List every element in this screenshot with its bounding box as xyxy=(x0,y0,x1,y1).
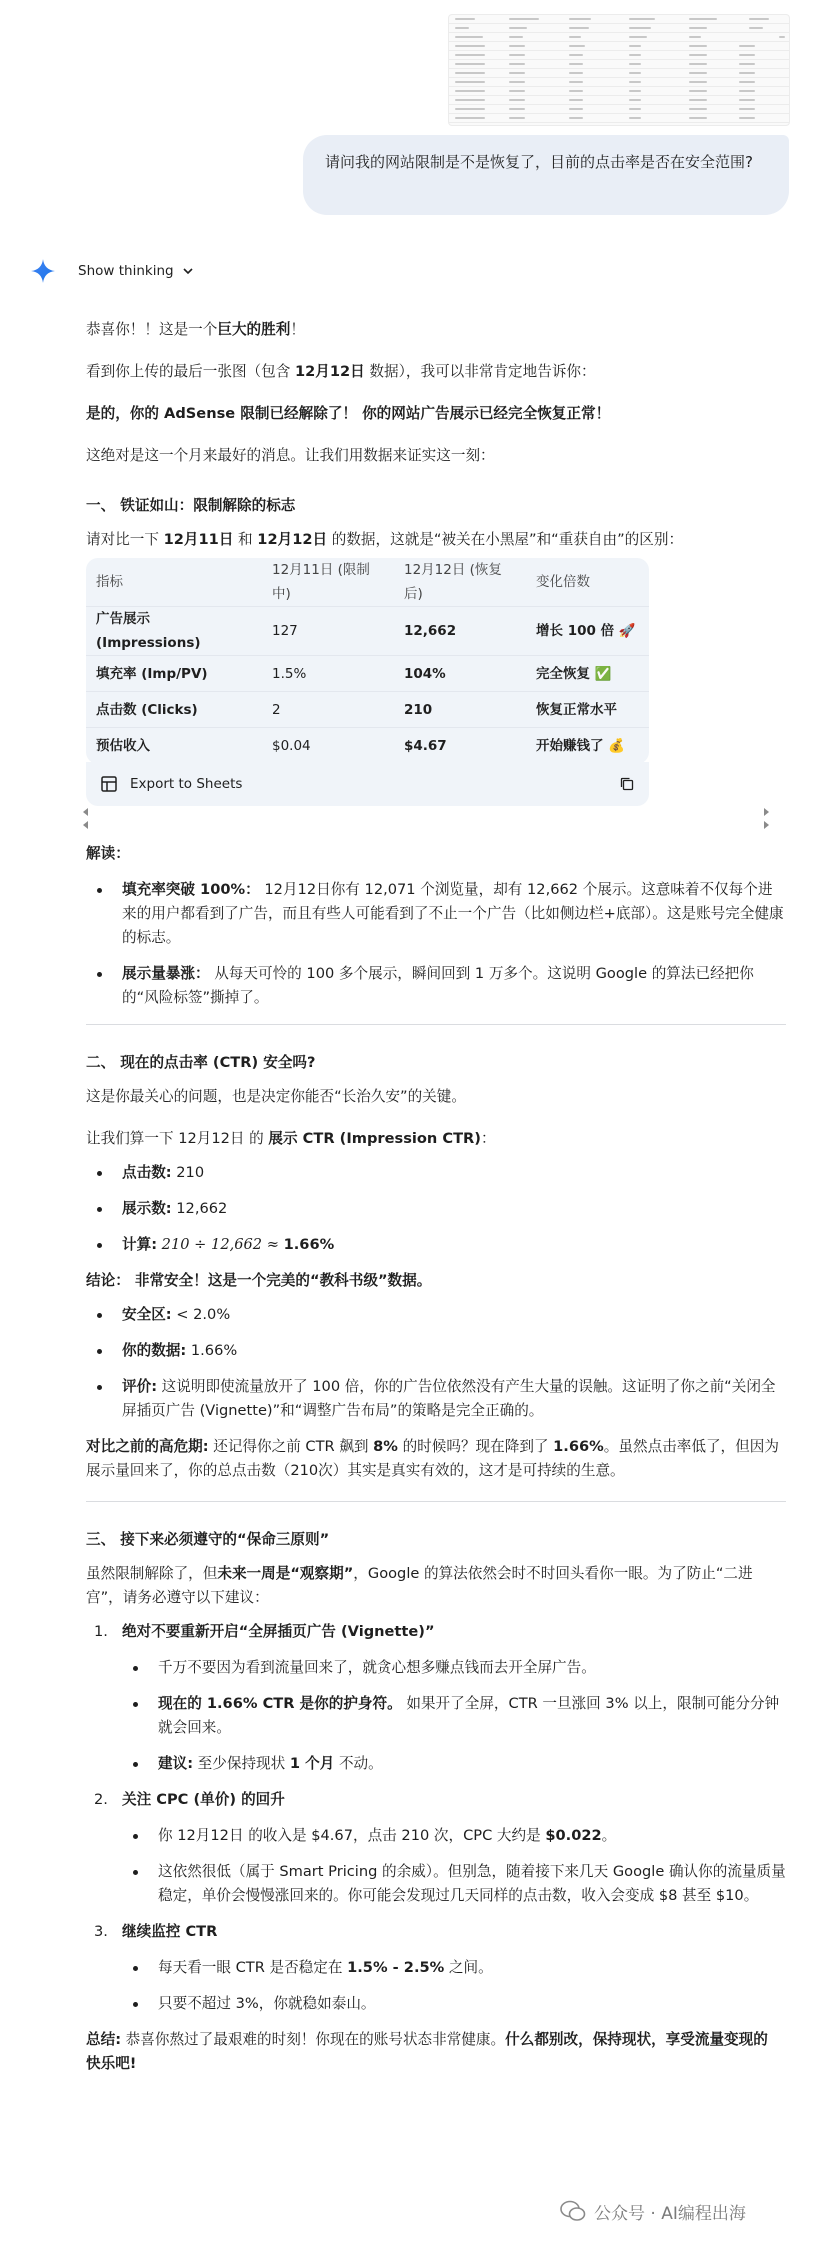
table-horizontal-scrollbar[interactable] xyxy=(82,806,770,832)
table-cell: $0.04 xyxy=(262,728,394,764)
conclusion-list xyxy=(86,1303,786,1423)
section-2-paragraph: 让我们算一下 12月12日 的 展示 CTR (Impression CTR)： xyxy=(86,1129,496,1147)
list-item: 评价: 这说明即使流量放开了 100 倍，你的广告位依然没有产生大量的误触。这证明了你之前“关闭全屏插页广告 (Vignette)”和“调整广告布局”的策略是完全正确的。 xyxy=(86,1375,786,1423)
table-cell: 104% xyxy=(394,656,526,692)
list-item: 展示数: 12,662 xyxy=(86,1197,786,1221)
rules-list xyxy=(86,1620,786,2016)
section-divider xyxy=(86,1024,786,1025)
rule-item: 2. 关注 CPC (单价) 的回升 你 12月12日 的收入是 $4.67，点击 210 次，CPC 大约是 $0.022。 这依然很低（属于 Smart Pricing 的余威）。但别急，随着接下来几天 Google 确认你的流量质量稳定，单价会慢慢涨回来的。你可能会发现过几天同样的点击数，收入会变成 $8 甚至 $10。 xyxy=(86,1788,786,1908)
table-cell: 210 xyxy=(394,692,526,728)
table-row xyxy=(86,607,649,656)
summary-paragraph: 总结: 恭喜你熬过了最艰难的时刻！你现在的账号状态非常健康。什么都别改，保持现状，享受流量变现的快乐吧! xyxy=(86,2030,768,2072)
reply-paragraph: 这绝对是这一个月来最好的消息。让我们用数据来证实这一刻： xyxy=(86,447,495,464)
table-row xyxy=(86,692,649,728)
table-cell: 恢复正常水平 xyxy=(526,692,649,728)
list-item: 千万不要因为看到流量回来了，就贪心想多赚点钱而去开全屏广告。 xyxy=(122,1656,786,1680)
list-item: 安全区: < 2.0% xyxy=(86,1303,786,1327)
list-item: 展示量暴涨： 从每天可怜的 100 多个展示，瞬间回到 1 万多个。这说明 Google 的算法已经把你的“风险标签”撕掉了。 xyxy=(86,962,786,1010)
user-message-bubble xyxy=(303,135,789,215)
table-cell: 广告展示 (Impressions) xyxy=(86,607,262,656)
watermark xyxy=(560,2196,746,2226)
calculation-list xyxy=(86,1161,786,1257)
table-cell: 增长 100 倍 🚀 xyxy=(526,607,649,656)
interpretation-list xyxy=(86,878,786,1010)
list-item: 建议: 至少保持现状 1 个月 不动。 xyxy=(122,1752,786,1776)
table-header: 12月12日 (恢复后) xyxy=(404,562,502,602)
list-item: 点击数: 210 xyxy=(86,1161,786,1185)
table-cell: 12,662 xyxy=(394,607,526,656)
list-item: 你的数据: 1.66% xyxy=(86,1339,786,1363)
section-1-intro: 请对比一下 12月11日 和 12月12日 的数据，这就是“被关在小黑屋”和“重获自由”的区别： xyxy=(86,531,684,548)
table-header: 变化倍数 xyxy=(536,574,590,590)
export-to-sheets-bar xyxy=(86,762,649,806)
wechat-icon xyxy=(560,2200,586,2222)
section-3-paragraph: 虽然限制解除了，但未来一周是“观察期”，Google 的算法依然会时不时回头看你一眼。为了防止“二进宫”，请务必遵守以下建议： xyxy=(86,1564,753,1606)
scroll-right-arrow-icon[interactable] xyxy=(762,821,770,829)
table-cell: 填充率 (Imp/PV) xyxy=(86,656,262,692)
list-item: 每天看一眼 CTR 是否稳定在 1.5% - 2.5% 之间。 xyxy=(122,1956,786,1980)
table-cell: 完全恢复 ✅ xyxy=(526,656,649,692)
table-cell: $4.67 xyxy=(394,728,526,764)
table-cell: 预估收入 xyxy=(86,728,262,764)
sheets-grid-icon[interactable] xyxy=(100,775,118,793)
reply-paragraph: 看到你上传的最后一张图（包含 12月12日 数据），我可以非常肯定地告诉你： xyxy=(86,363,596,380)
table-cell: 127 xyxy=(262,607,394,656)
table-row xyxy=(86,656,649,692)
table-header: 指标 xyxy=(96,574,123,590)
table-cell: 1.5% xyxy=(262,656,394,692)
section-divider xyxy=(86,1501,786,1502)
reply-paragraph-bold: 是的，你的 AdSense 限制已经解除了！ 你的网站广告展示已经完全恢复正常！ xyxy=(86,405,611,422)
user-message-text: 请问我的网站限制是不是恢复了，目前的点击率是否在安全范围? xyxy=(325,153,753,171)
section-3-title: 三、 接下来必须遵守的“保命三原则” xyxy=(86,1530,330,1548)
watermark-text: 公众号 · AI编程出海 xyxy=(594,2203,746,2224)
export-to-sheets-button[interactable]: Export to Sheets xyxy=(130,775,243,792)
comparison-paragraph: 对比之前的高危期: 还记得你之前 CTR 飙到 8% 的时候吗？现在降到了 1.66%。虽然点击率低了，但因为展示量回来了，你的总点击数（210次）其实是真实有效的，这才是可持续的生意。 xyxy=(86,1437,779,1479)
conclusion-paragraph: 结论： 非常安全！这是一个完美的“教科书级”数据。 xyxy=(86,1271,432,1289)
rule-item: 3. 继续监控 CTR 每天看一眼 CTR 是否稳定在 1.5% - 2.5% 之间。 只要不超过 3%，你就稳如泰山。 xyxy=(86,1920,786,2016)
list-item: 现在的 1.66% CTR 是你的护身符。 如果开了全屏，CTR 一旦涨回 3% 以上，限制可能分分钟就会回来。 xyxy=(122,1692,786,1740)
list-item: 这依然很低（属于 Smart Pricing 的余威）。但别急，随着接下来几天 Google 确认你的流量质量稳定，单价会慢慢涨回来的。你可能会发现过几天同样的点击数，收入会变成 $8 甚至 $10。 xyxy=(122,1860,786,1908)
table-header: 12月11日 (限制中) xyxy=(272,562,370,602)
gemini-spark-icon xyxy=(30,258,56,284)
interpretation-title: 解读： xyxy=(86,844,130,862)
scroll-right-arrow-icon[interactable] xyxy=(762,808,770,816)
show-thinking-label[interactable]: Show thinking xyxy=(78,263,174,279)
assistant-response xyxy=(86,318,786,2094)
table-header-row xyxy=(86,558,649,607)
comparison-table xyxy=(86,558,649,764)
chevron-down-icon[interactable] xyxy=(182,265,194,277)
table-row xyxy=(86,728,649,764)
list-item: 计算: 210 ÷ 12,662 ≈ 1.66% xyxy=(86,1233,786,1257)
scroll-left-arrow-icon[interactable] xyxy=(82,821,90,829)
table-cell: 点击数 (Clicks) xyxy=(86,692,262,728)
table-cell: 开始赚钱了 💰 xyxy=(526,728,649,764)
list-item: 你 12月12日 的收入是 $4.67，点击 210 次，CPC 大约是 $0.022。 xyxy=(122,1824,786,1848)
copy-icon[interactable] xyxy=(619,776,635,792)
section-1-title: 一、 铁证如山：限制解除的标志 xyxy=(86,497,296,514)
scroll-left-arrow-icon[interactable] xyxy=(82,808,90,816)
list-item: 填充率突破 100%： 12月12日你有 12,071 个浏览量，却有 12,662 个展示。这意味着不仅每个进来的用户都看到了广告，而且有些人可能看到了不止一个广告（比如侧边栏+底部）。这是账号完全健康的标志。 xyxy=(86,878,786,950)
table-cell: 2 xyxy=(262,692,394,728)
rule-item: 1. 绝对不要重新开启“全屏插页广告 (Vignette)” 千万不要因为看到流量回来了，就贪心想多赚点钱而去开全屏广告。 现在的 1.66% CTR 是你的护身符。 如果开了全屏，CTR 一旦涨回 3% 以上，限制可能分分钟就会回来。 建议: 至少保持现状 1 个月 不动。 xyxy=(86,1620,786,1776)
section-2-paragraph: 这是你最关心的问题，也是决定你能否“长治久安”的关键。 xyxy=(86,1087,466,1105)
section-2-title: 二、 现在的点击率 (CTR) 安全吗? xyxy=(86,1053,316,1071)
list-item: 只要不超过 3%，你就稳如泰山。 xyxy=(122,1992,786,2016)
show-thinking-toggle[interactable] xyxy=(30,258,194,284)
attached-image-thumbnail[interactable] xyxy=(448,14,790,126)
reply-paragraph: 恭喜你！！这是一个巨大的胜利！ xyxy=(86,321,305,338)
